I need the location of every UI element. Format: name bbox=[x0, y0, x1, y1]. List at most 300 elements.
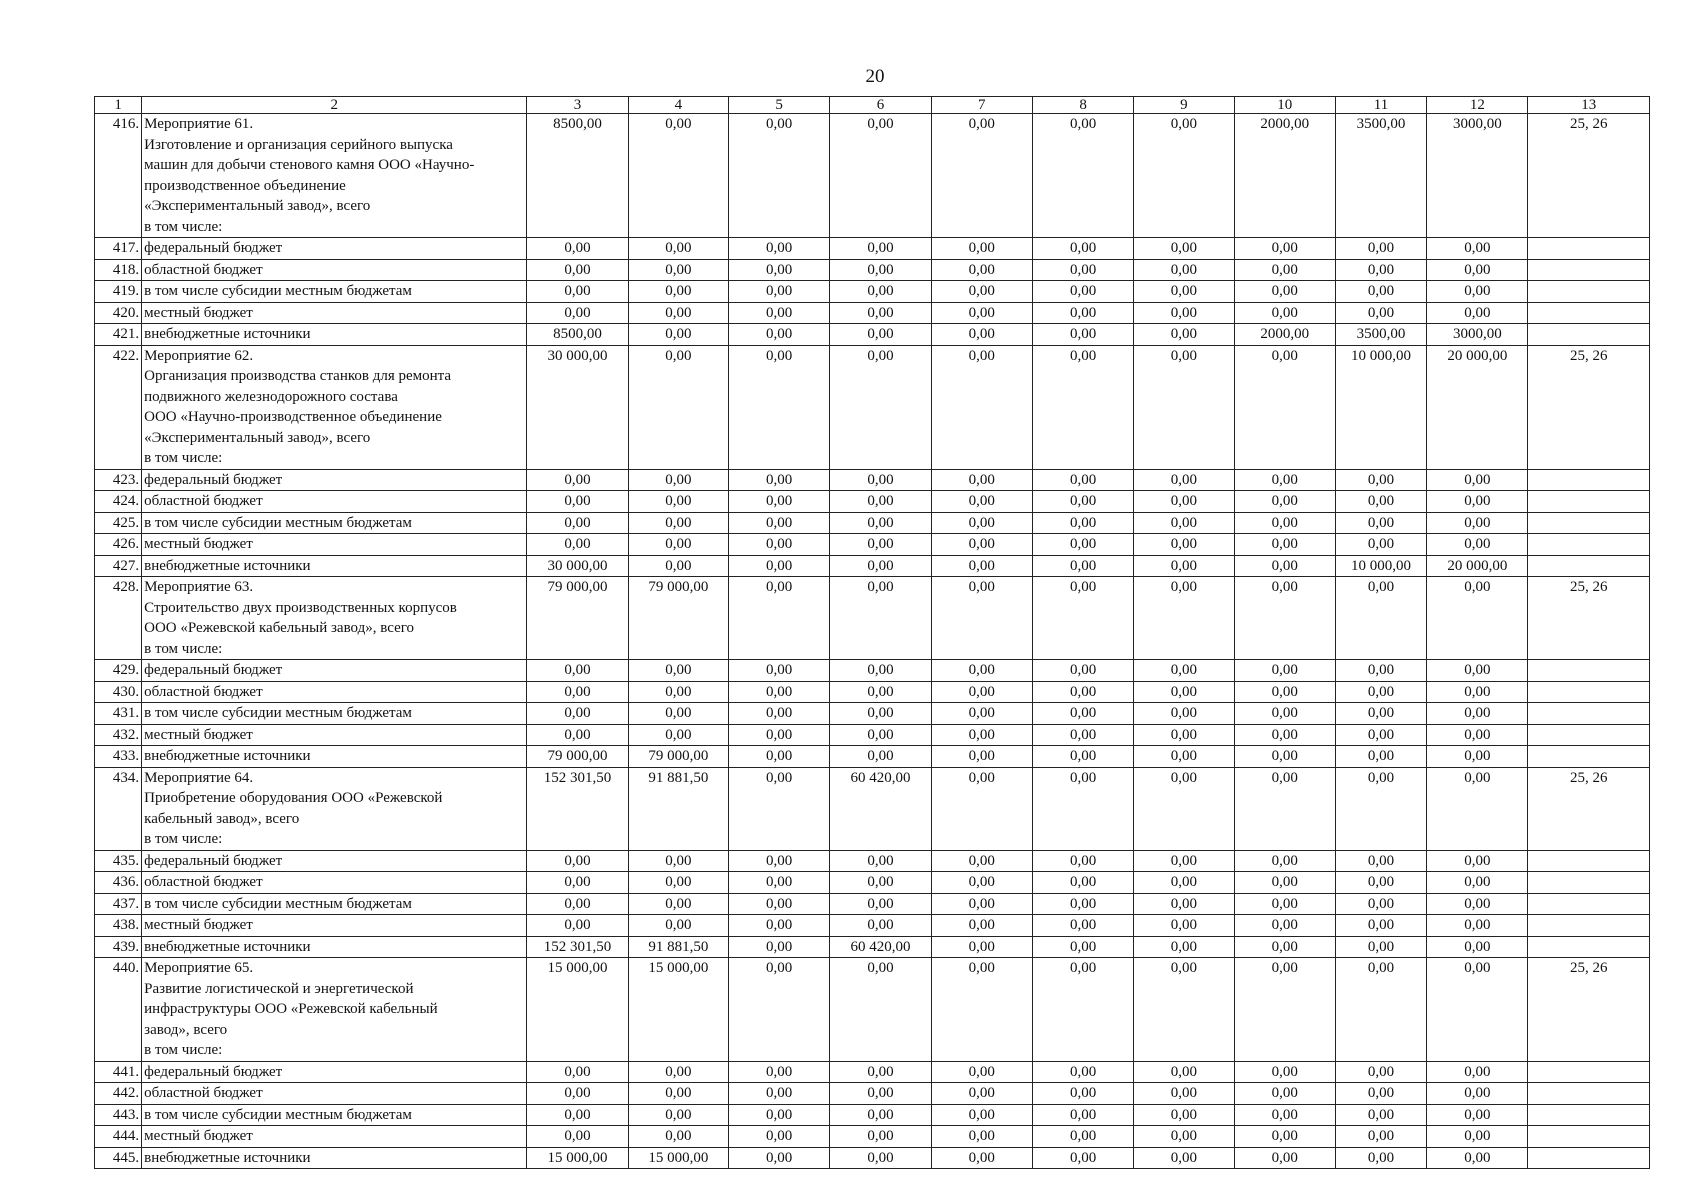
table-row bbox=[95, 660, 1650, 682]
value-cell-col-7: 0,00 bbox=[931, 703, 1032, 725]
value-cell-col-4: 0,00 bbox=[628, 491, 728, 513]
column-header-7: 7 bbox=[931, 97, 1032, 114]
value-cell-col-4: 0,00 bbox=[628, 850, 728, 872]
value-cell-col-11: 0,00 bbox=[1335, 1083, 1426, 1105]
column-header-11: 11 bbox=[1335, 97, 1426, 114]
value-cell-col-6: 0,00 bbox=[830, 238, 931, 260]
value-cell-col-8: 0,00 bbox=[1032, 259, 1133, 281]
description-line: федеральный бюджет bbox=[144, 662, 283, 678]
value-cell-col-12: 0,00 bbox=[1427, 1083, 1528, 1105]
value-cell-col-9: 0,00 bbox=[1134, 703, 1234, 725]
table-row bbox=[95, 1126, 1650, 1148]
value-cell-col-10: 0,00 bbox=[1234, 555, 1335, 577]
table-row bbox=[95, 259, 1650, 281]
value-cell-col-3: 79 000,00 bbox=[527, 746, 628, 768]
value-cell-col-10: 0,00 bbox=[1234, 724, 1335, 746]
table-row bbox=[95, 1147, 1650, 1169]
value-cell-col-5: 0,00 bbox=[729, 915, 830, 937]
value-cell-col-11: 0,00 bbox=[1335, 1147, 1426, 1169]
value-cell-col-10: 0,00 bbox=[1234, 512, 1335, 534]
row-description bbox=[142, 491, 527, 513]
value-cell-col-4: 0,00 bbox=[628, 512, 728, 534]
value-cell-col-12: 0,00 bbox=[1427, 1104, 1528, 1126]
value-cell-col-5: 0,00 bbox=[729, 1083, 830, 1105]
value-cell-col-12: 3000,00 bbox=[1427, 324, 1528, 346]
table-row bbox=[95, 1104, 1650, 1126]
target-reference bbox=[1528, 703, 1650, 725]
value-cell-col-3: 8500,00 bbox=[527, 114, 628, 238]
value-cell-col-8: 0,00 bbox=[1032, 1104, 1133, 1126]
value-cell-col-11: 0,00 bbox=[1335, 577, 1426, 660]
row-number: 425. bbox=[95, 512, 142, 534]
target-reference bbox=[1528, 302, 1650, 324]
value-cell-col-4: 0,00 bbox=[628, 259, 728, 281]
value-cell-col-8: 0,00 bbox=[1032, 512, 1133, 534]
description-line: внебюджетные источники bbox=[144, 748, 311, 764]
value-cell-col-4: 0,00 bbox=[628, 469, 728, 491]
value-cell-col-7: 0,00 bbox=[931, 1061, 1032, 1083]
value-cell-col-7: 0,00 bbox=[931, 915, 1032, 937]
value-cell-col-3: 0,00 bbox=[527, 915, 628, 937]
value-cell-col-10: 0,00 bbox=[1234, 1083, 1335, 1105]
description-line: в том числе: bbox=[144, 640, 223, 657]
value-cell-col-5: 0,00 bbox=[729, 746, 830, 768]
value-cell-col-9: 0,00 bbox=[1134, 724, 1234, 746]
value-cell-col-5: 0,00 bbox=[729, 491, 830, 513]
row-description bbox=[142, 724, 527, 746]
value-cell-col-9: 0,00 bbox=[1134, 1104, 1234, 1126]
value-cell-col-9: 0,00 bbox=[1134, 469, 1234, 491]
target-reference bbox=[1528, 1083, 1650, 1105]
value-cell-col-11: 0,00 bbox=[1335, 936, 1426, 958]
value-cell-col-3: 30 000,00 bbox=[527, 555, 628, 577]
value-cell-col-6: 0,00 bbox=[830, 491, 931, 513]
row-number: 439. bbox=[95, 936, 142, 958]
value-cell-col-4: 0,00 bbox=[628, 281, 728, 303]
row-description bbox=[142, 238, 527, 260]
description-line: Строительство двух производственных корпусов bbox=[144, 599, 457, 616]
table-row bbox=[95, 681, 1650, 703]
value-cell-col-3: 152 301,50 bbox=[527, 767, 628, 850]
row-number: 437. bbox=[95, 893, 142, 915]
table-row bbox=[95, 936, 1650, 958]
row-number: 429. bbox=[95, 660, 142, 682]
value-cell-col-12: 0,00 bbox=[1427, 893, 1528, 915]
value-cell-col-8: 0,00 bbox=[1032, 767, 1133, 850]
value-cell-col-4: 0,00 bbox=[628, 872, 728, 894]
table-row bbox=[95, 324, 1650, 346]
description-line: ООО «Научно-производственное объединение bbox=[144, 409, 442, 425]
target-reference bbox=[1528, 555, 1650, 577]
value-cell-col-11: 0,00 bbox=[1335, 259, 1426, 281]
column-header-12: 12 bbox=[1427, 97, 1528, 114]
table-row bbox=[95, 534, 1650, 556]
value-cell-col-4: 91 881,50 bbox=[628, 767, 728, 850]
target-reference bbox=[1528, 681, 1650, 703]
value-cell-col-5: 0,00 bbox=[729, 114, 830, 238]
row-number: 445. bbox=[95, 1147, 142, 1169]
table-row bbox=[95, 767, 1650, 850]
value-cell-col-5: 0,00 bbox=[729, 259, 830, 281]
value-cell-col-4: 0,00 bbox=[628, 1126, 728, 1148]
value-cell-col-5: 0,00 bbox=[729, 850, 830, 872]
description-line: местный бюджет bbox=[144, 917, 253, 933]
value-cell-col-5: 0,00 bbox=[729, 577, 830, 660]
target-reference bbox=[1528, 259, 1650, 281]
value-cell-col-3: 0,00 bbox=[527, 238, 628, 260]
value-cell-col-12: 0,00 bbox=[1427, 681, 1528, 703]
column-header-1: 1 bbox=[95, 97, 142, 114]
value-cell-col-12: 0,00 bbox=[1427, 1061, 1528, 1083]
description-line: «Экспериментальный завод», всего bbox=[144, 198, 371, 214]
value-cell-col-9: 0,00 bbox=[1134, 281, 1234, 303]
value-cell-col-4: 0,00 bbox=[628, 534, 728, 556]
description-line: местный бюджет bbox=[144, 304, 253, 321]
value-cell-col-12: 0,00 bbox=[1427, 281, 1528, 303]
value-cell-col-3: 0,00 bbox=[527, 703, 628, 725]
description-line: областной бюджет bbox=[144, 261, 263, 278]
value-cell-col-11: 0,00 bbox=[1335, 660, 1426, 682]
value-cell-col-12: 0,00 bbox=[1427, 850, 1528, 872]
value-cell-col-8: 0,00 bbox=[1032, 238, 1133, 260]
value-cell-col-10: 0,00 bbox=[1234, 660, 1335, 682]
value-cell-col-10: 0,00 bbox=[1234, 893, 1335, 915]
value-cell-col-12: 0,00 bbox=[1427, 724, 1528, 746]
target-reference: 25, 26 bbox=[1528, 577, 1650, 660]
value-cell-col-12: 0,00 bbox=[1427, 259, 1528, 281]
value-cell-col-4: 15 000,00 bbox=[628, 1147, 728, 1169]
description-line: подвижного железнодорожного состава bbox=[144, 388, 398, 405]
value-cell-col-9: 0,00 bbox=[1134, 114, 1234, 238]
table-row bbox=[95, 893, 1650, 915]
value-cell-col-4: 0,00 bbox=[628, 324, 728, 346]
value-cell-col-12: 0,00 bbox=[1427, 872, 1528, 894]
description-line: Мероприятие 64. bbox=[144, 769, 254, 786]
table-row bbox=[95, 1083, 1650, 1105]
row-description bbox=[142, 555, 527, 577]
header-row bbox=[95, 97, 1650, 114]
value-cell-col-3: 0,00 bbox=[527, 850, 628, 872]
row-number: 423. bbox=[95, 469, 142, 491]
value-cell-col-8: 0,00 bbox=[1032, 660, 1133, 682]
value-cell-col-12: 0,00 bbox=[1427, 660, 1528, 682]
value-cell-col-12: 3000,00 bbox=[1427, 114, 1528, 238]
value-cell-col-7: 0,00 bbox=[931, 469, 1032, 491]
description-line: Мероприятие 63. bbox=[144, 579, 254, 595]
column-header-2: 2 bbox=[142, 97, 527, 114]
row-description bbox=[142, 958, 527, 1062]
value-cell-col-6: 0,00 bbox=[830, 345, 931, 469]
row-description bbox=[142, 893, 527, 915]
value-cell-col-10: 0,00 bbox=[1234, 703, 1335, 725]
description-line: областной бюджет bbox=[144, 493, 263, 509]
description-line: областной бюджет bbox=[144, 683, 263, 700]
value-cell-col-9: 0,00 bbox=[1134, 1083, 1234, 1105]
description-line: областной бюджет bbox=[144, 874, 263, 890]
value-cell-col-3: 0,00 bbox=[527, 724, 628, 746]
value-cell-col-5: 0,00 bbox=[729, 660, 830, 682]
table-row bbox=[95, 281, 1650, 303]
value-cell-col-10: 0,00 bbox=[1234, 577, 1335, 660]
row-number: 435. bbox=[95, 850, 142, 872]
value-cell-col-10: 0,00 bbox=[1234, 534, 1335, 556]
row-number: 424. bbox=[95, 491, 142, 513]
description-line: в том числе субсидии местным бюджетам bbox=[144, 705, 412, 721]
value-cell-col-12: 0,00 bbox=[1427, 491, 1528, 513]
value-cell-col-3: 0,00 bbox=[527, 1104, 628, 1126]
value-cell-col-11: 0,00 bbox=[1335, 703, 1426, 725]
value-cell-col-7: 0,00 bbox=[931, 681, 1032, 703]
value-cell-col-8: 0,00 bbox=[1032, 302, 1133, 324]
value-cell-col-7: 0,00 bbox=[931, 577, 1032, 660]
value-cell-col-5: 0,00 bbox=[729, 767, 830, 850]
row-number: 432. bbox=[95, 724, 142, 746]
value-cell-col-5: 0,00 bbox=[729, 1104, 830, 1126]
value-cell-col-4: 0,00 bbox=[628, 724, 728, 746]
value-cell-col-9: 0,00 bbox=[1134, 577, 1234, 660]
target-reference bbox=[1528, 1061, 1650, 1083]
table-row bbox=[95, 345, 1650, 469]
value-cell-col-3: 0,00 bbox=[527, 491, 628, 513]
value-cell-col-6: 0,00 bbox=[830, 114, 931, 238]
value-cell-col-11: 0,00 bbox=[1335, 1061, 1426, 1083]
description-line: в том числе: bbox=[144, 450, 223, 466]
value-cell-col-5: 0,00 bbox=[729, 1061, 830, 1083]
row-number: 436. bbox=[95, 872, 142, 894]
value-cell-col-3: 152 301,50 bbox=[527, 936, 628, 958]
target-reference bbox=[1528, 1147, 1650, 1169]
table-row bbox=[95, 302, 1650, 324]
value-cell-col-10: 0,00 bbox=[1234, 491, 1335, 513]
value-cell-col-7: 0,00 bbox=[931, 767, 1032, 850]
target-reference bbox=[1528, 491, 1650, 513]
target-reference bbox=[1528, 1126, 1650, 1148]
value-cell-col-3: 0,00 bbox=[527, 660, 628, 682]
row-description bbox=[142, 681, 527, 703]
value-cell-col-8: 0,00 bbox=[1032, 469, 1133, 491]
row-description bbox=[142, 872, 527, 894]
value-cell-col-10: 0,00 bbox=[1234, 958, 1335, 1062]
value-cell-col-5: 0,00 bbox=[729, 345, 830, 469]
value-cell-col-11: 0,00 bbox=[1335, 1104, 1426, 1126]
row-number: 418. bbox=[95, 259, 142, 281]
value-cell-col-11: 0,00 bbox=[1335, 746, 1426, 768]
value-cell-col-8: 0,00 bbox=[1032, 958, 1133, 1062]
value-cell-col-8: 0,00 bbox=[1032, 850, 1133, 872]
value-cell-col-11: 0,00 bbox=[1335, 893, 1426, 915]
target-reference bbox=[1528, 746, 1650, 768]
target-reference bbox=[1528, 724, 1650, 746]
row-number: 430. bbox=[95, 681, 142, 703]
description-line: Организация производства станков для ремонта bbox=[144, 368, 452, 384]
value-cell-col-3: 0,00 bbox=[527, 281, 628, 303]
value-cell-col-9: 0,00 bbox=[1134, 767, 1234, 850]
value-cell-col-11: 3500,00 bbox=[1335, 324, 1426, 346]
description-line: федеральный бюджет bbox=[144, 240, 283, 256]
value-cell-col-6: 0,00 bbox=[830, 746, 931, 768]
value-cell-col-11: 0,00 bbox=[1335, 238, 1426, 260]
value-cell-col-4: 0,00 bbox=[628, 893, 728, 915]
value-cell-col-6: 0,00 bbox=[830, 1147, 931, 1169]
value-cell-col-6: 0,00 bbox=[830, 281, 931, 303]
value-cell-col-8: 0,00 bbox=[1032, 724, 1133, 746]
value-cell-col-9: 0,00 bbox=[1134, 1061, 1234, 1083]
value-cell-col-10: 0,00 bbox=[1234, 767, 1335, 850]
value-cell-col-7: 0,00 bbox=[931, 238, 1032, 260]
column-header-5: 5 bbox=[729, 97, 830, 114]
value-cell-col-4: 0,00 bbox=[628, 915, 728, 937]
value-cell-col-11: 0,00 bbox=[1335, 915, 1426, 937]
value-cell-col-7: 0,00 bbox=[931, 724, 1032, 746]
value-cell-col-11: 0,00 bbox=[1335, 512, 1426, 534]
value-cell-col-3: 0,00 bbox=[527, 1126, 628, 1148]
description-line: завод», всего bbox=[144, 1021, 228, 1038]
table-row bbox=[95, 577, 1650, 660]
value-cell-col-8: 0,00 bbox=[1032, 681, 1133, 703]
row-description bbox=[142, 469, 527, 491]
row-description bbox=[142, 534, 527, 556]
value-cell-col-11: 10 000,00 bbox=[1335, 555, 1426, 577]
value-cell-col-5: 0,00 bbox=[729, 512, 830, 534]
value-cell-col-12: 0,00 bbox=[1427, 577, 1528, 660]
column-header-8: 8 bbox=[1032, 97, 1133, 114]
value-cell-col-6: 0,00 bbox=[830, 534, 931, 556]
value-cell-col-8: 0,00 bbox=[1032, 534, 1133, 556]
value-cell-col-5: 0,00 bbox=[729, 724, 830, 746]
value-cell-col-8: 0,00 bbox=[1032, 491, 1133, 513]
target-reference bbox=[1528, 281, 1650, 303]
value-cell-col-9: 0,00 bbox=[1134, 872, 1234, 894]
value-cell-col-8: 0,00 bbox=[1032, 1126, 1133, 1148]
value-cell-col-6: 0,00 bbox=[830, 915, 931, 937]
value-cell-col-6: 0,00 bbox=[830, 958, 931, 1062]
value-cell-col-3: 0,00 bbox=[527, 302, 628, 324]
value-cell-col-5: 0,00 bbox=[729, 703, 830, 725]
column-header-3: 3 bbox=[527, 97, 628, 114]
value-cell-col-6: 60 420,00 bbox=[830, 936, 931, 958]
value-cell-col-8: 0,00 bbox=[1032, 936, 1133, 958]
description-line: Мероприятие 62. bbox=[144, 347, 254, 364]
value-cell-col-4: 0,00 bbox=[628, 555, 728, 577]
value-cell-col-4: 0,00 bbox=[628, 302, 728, 324]
description-line: федеральный бюджет bbox=[144, 1063, 283, 1080]
value-cell-col-6: 0,00 bbox=[830, 1061, 931, 1083]
value-cell-col-6: 0,00 bbox=[830, 893, 931, 915]
value-cell-col-12: 0,00 bbox=[1427, 767, 1528, 850]
target-reference bbox=[1528, 872, 1650, 894]
value-cell-col-9: 0,00 bbox=[1134, 491, 1234, 513]
value-cell-col-5: 0,00 bbox=[729, 1147, 830, 1169]
value-cell-col-10: 0,00 bbox=[1234, 681, 1335, 703]
target-reference: 25, 26 bbox=[1528, 345, 1650, 469]
row-description bbox=[142, 915, 527, 937]
value-cell-col-7: 0,00 bbox=[931, 281, 1032, 303]
value-cell-col-7: 0,00 bbox=[931, 302, 1032, 324]
value-cell-col-12: 0,00 bbox=[1427, 936, 1528, 958]
value-cell-col-9: 0,00 bbox=[1134, 512, 1234, 534]
row-description bbox=[142, 936, 527, 958]
value-cell-col-6: 0,00 bbox=[830, 660, 931, 682]
target-reference: 25, 26 bbox=[1528, 767, 1650, 850]
value-cell-col-11: 0,00 bbox=[1335, 534, 1426, 556]
value-cell-col-10: 2000,00 bbox=[1234, 114, 1335, 238]
value-cell-col-4: 0,00 bbox=[628, 660, 728, 682]
description-line: внебюджетные источники bbox=[144, 1149, 311, 1166]
value-cell-col-6: 0,00 bbox=[830, 850, 931, 872]
row-number: 428. bbox=[95, 577, 142, 660]
table-row bbox=[95, 1061, 1650, 1083]
description-line: в том числе: bbox=[144, 1042, 223, 1058]
value-cell-col-8: 0,00 bbox=[1032, 345, 1133, 469]
column-header-6: 6 bbox=[830, 97, 931, 114]
table-row bbox=[95, 724, 1650, 746]
value-cell-col-7: 0,00 bbox=[931, 259, 1032, 281]
value-cell-col-9: 0,00 bbox=[1134, 850, 1234, 872]
description-line: местный бюджет bbox=[144, 536, 253, 552]
value-cell-col-7: 0,00 bbox=[931, 1104, 1032, 1126]
value-cell-col-10: 0,00 bbox=[1234, 936, 1335, 958]
value-cell-col-7: 0,00 bbox=[931, 555, 1032, 577]
row-description bbox=[142, 1126, 527, 1148]
table-row bbox=[95, 238, 1650, 260]
value-cell-col-6: 0,00 bbox=[830, 259, 931, 281]
table-row bbox=[95, 703, 1650, 725]
column-header-13: 13 bbox=[1528, 97, 1650, 114]
target-reference bbox=[1528, 936, 1650, 958]
row-description bbox=[142, 577, 527, 660]
row-description bbox=[142, 345, 527, 469]
value-cell-col-4: 0,00 bbox=[628, 345, 728, 469]
value-cell-col-6: 0,00 bbox=[830, 1083, 931, 1105]
value-cell-col-8: 0,00 bbox=[1032, 281, 1133, 303]
value-cell-col-4: 0,00 bbox=[628, 1061, 728, 1083]
value-cell-col-8: 0,00 bbox=[1032, 1061, 1133, 1083]
value-cell-col-8: 0,00 bbox=[1032, 324, 1133, 346]
value-cell-col-9: 0,00 bbox=[1134, 534, 1234, 556]
column-header-10: 10 bbox=[1234, 97, 1335, 114]
value-cell-col-9: 0,00 bbox=[1134, 1126, 1234, 1148]
value-cell-col-7: 0,00 bbox=[931, 1083, 1032, 1105]
description-line: в том числе: bbox=[144, 831, 223, 847]
value-cell-col-10: 0,00 bbox=[1234, 345, 1335, 469]
value-cell-col-10: 0,00 bbox=[1234, 281, 1335, 303]
row-description bbox=[142, 660, 527, 682]
value-cell-col-10: 0,00 bbox=[1234, 238, 1335, 260]
target-reference: 25, 26 bbox=[1528, 958, 1650, 1062]
value-cell-col-10: 0,00 bbox=[1234, 746, 1335, 768]
value-cell-col-6: 0,00 bbox=[830, 872, 931, 894]
value-cell-col-6: 0,00 bbox=[830, 703, 931, 725]
value-cell-col-9: 0,00 bbox=[1134, 259, 1234, 281]
table-row bbox=[95, 555, 1650, 577]
description-line: кабельный завод», всего bbox=[144, 810, 300, 827]
description-line: в том числе субсидии местным бюджетам bbox=[144, 514, 412, 531]
value-cell-col-12: 0,00 bbox=[1427, 534, 1528, 556]
value-cell-col-7: 0,00 bbox=[931, 660, 1032, 682]
column-header-9: 9 bbox=[1134, 97, 1234, 114]
value-cell-col-9: 0,00 bbox=[1134, 555, 1234, 577]
row-number: 419. bbox=[95, 281, 142, 303]
value-cell-col-6: 0,00 bbox=[830, 324, 931, 346]
description-line: Приобретение оборудования ООО «Режевской bbox=[144, 790, 443, 806]
value-cell-col-5: 0,00 bbox=[729, 681, 830, 703]
value-cell-col-10: 0,00 bbox=[1234, 915, 1335, 937]
value-cell-col-3: 0,00 bbox=[527, 512, 628, 534]
target-reference bbox=[1528, 915, 1650, 937]
row-description bbox=[142, 767, 527, 850]
value-cell-col-11: 0,00 bbox=[1335, 872, 1426, 894]
description-line: в том числе субсидии местным бюджетам bbox=[144, 283, 412, 299]
